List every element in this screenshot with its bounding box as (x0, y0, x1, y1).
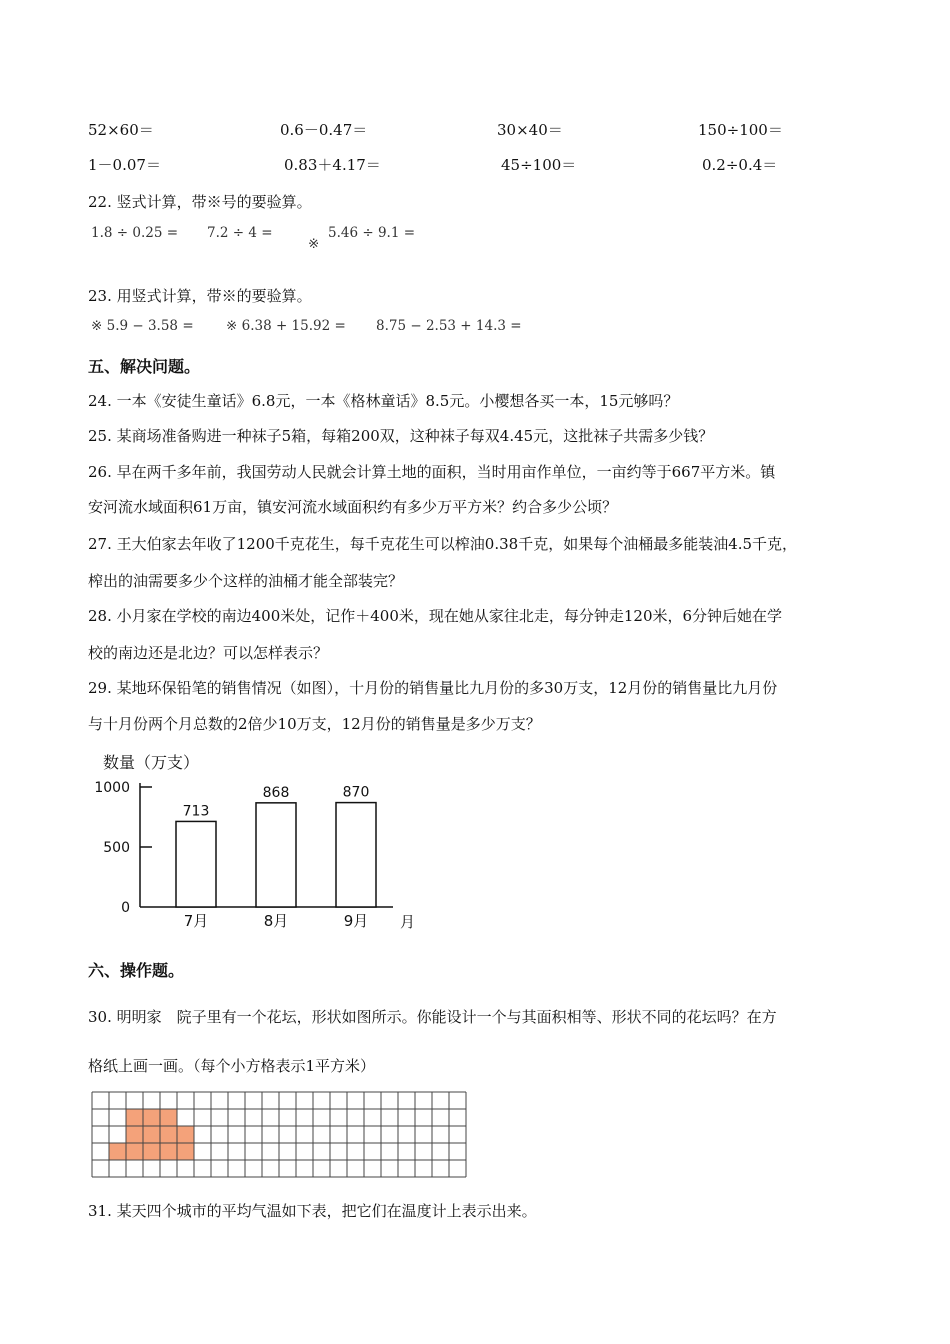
q30-line-1: 30. 明明家 院子里有一个花坛，形状如图所示。你能设计一个与其面积相等、形状不同的花坛吗？在方 (88, 1008, 777, 1026)
chart-data-label: 870 (342, 784, 370, 801)
q29-line-1: 29. 某地环保铅笔的销售情况（如图），十月份的销售量比九月份的多30万支，12月份的销售量比九月份 (88, 679, 778, 697)
grid-filled-cell (160, 1109, 177, 1126)
oral-calc-1-4: 150÷100＝ (698, 121, 783, 139)
oral-calc-2-2: 0.83＋4.17＝ (284, 156, 381, 174)
chart-y-axis-label: 数量（万支） (103, 753, 200, 772)
q24-text: 24. 一本《安徒生童话》6.8元，一本《格林童话》8.5元。小樱想各买一本，15元够吗？ (88, 392, 679, 410)
q22-text: 22. 竖式计算，带※号的要验算。 (88, 193, 312, 211)
grid-filled-cell (109, 1143, 126, 1160)
oral-calc-2-3: 45÷100＝ (501, 156, 577, 174)
oral-calc-1-2: 0.6－0.47＝ (280, 121, 368, 139)
q26-line-1: 26. 早在两千多年前，我国劳动人民就会计算土地的面积，当时用亩作单位，一亩约等于667平方米。镇 (88, 463, 776, 481)
chart-ytick-label: 500 (103, 840, 130, 856)
chart-bar (336, 803, 376, 907)
q22-check-mark: ※ (308, 236, 320, 252)
chart-x-axis-label: 月 (400, 913, 416, 931)
sales-bar-chart (90, 745, 430, 940)
q28-line-2: 校的南边还是北边？可以怎样表示？ (88, 644, 329, 662)
oral-calc-2-4: 0.2÷0.4＝ (702, 156, 778, 174)
grid-filled-cell (126, 1109, 143, 1126)
q25-text: 25. 某商场准备购进一种袜子5箱，每箱200双，这种袜子每双4.45元，这批袜子共需多少钱？ (88, 427, 714, 445)
q29-line-2: 与十月份两个月总数的2倍少10万支，12月份的销售量是多少万支？ (88, 715, 541, 733)
grid-filled-cell (126, 1126, 143, 1143)
chart-ytick-label: 0 (121, 900, 130, 916)
grid-filled-cell (177, 1143, 194, 1160)
q31-text: 31. 某天四个城市的平均气温如下表，把它们在温度计上表示出来。 (88, 1202, 537, 1220)
chart-category-label: 9月 (343, 912, 369, 930)
grid-filled-cell (143, 1109, 160, 1126)
chart-category-label: 7月 (183, 912, 209, 930)
grid-filled-cell (160, 1126, 177, 1143)
grid-paper (90, 1090, 470, 1180)
grid-filled-cell (143, 1143, 160, 1160)
grid-filled-cell (160, 1143, 177, 1160)
chart-category-label: 8月 (263, 912, 289, 930)
chart-ytick-label: 1000 (94, 780, 130, 796)
section-5-heading: 五、解决问题。 (88, 357, 201, 376)
grid-filled-cell (177, 1126, 194, 1143)
q23-item-2: ※ 6.38 + 15.92 = (226, 318, 346, 334)
oral-calc-1-1: 52×60＝ (88, 121, 154, 139)
chart-bar (256, 803, 296, 907)
q22-item-2: 7.2 ÷ 4 = (207, 225, 273, 241)
q30-line-2: 格纸上画一画。（每个小方格表示1平方米） (88, 1057, 376, 1075)
section-6-heading: 六、操作题。 (88, 961, 185, 980)
chart-data-label: 868 (262, 784, 290, 801)
q23-item-3: 8.75 − 2.53 + 14.3 = (376, 318, 522, 334)
q23-item-1: ※ 5.9 − 3.58 = (91, 318, 194, 334)
oral-calc-2-1: 1－0.07＝ (88, 156, 161, 174)
q23-text: 23. 用竖式计算，带※的要验算。 (88, 287, 312, 305)
q22-item-1: 1.8 ÷ 0.25 = (91, 225, 179, 241)
q27-line-1: 27. 王大伯家去年收了1200千克花生，每千克花生可以榨油0.38千克，如果每个油桶最多能装油4.5千克， (88, 535, 798, 553)
q22-item-3: 5.46 ÷ 9.1 = (328, 225, 416, 241)
oral-calc-1-3: 30×40＝ (497, 121, 563, 139)
chart-bar (176, 821, 216, 907)
grid-filled-cell (126, 1143, 143, 1160)
q26-line-2: 安河流水域面积61万亩，镇安河流水域面积约有多少万平方米？约合多少公顷？ (88, 498, 618, 516)
grid-filled-cell (143, 1126, 160, 1143)
chart-data-label: 713 (182, 803, 210, 820)
q27-line-2: 榨出的油需要多少个这样的油桶才能全部装完？ (88, 572, 404, 590)
q28-line-1: 28. 小月家在学校的南边400米处，记作＋400米，现在她从家往北走，每分钟走120米，6分钟后她在学 (88, 607, 783, 625)
